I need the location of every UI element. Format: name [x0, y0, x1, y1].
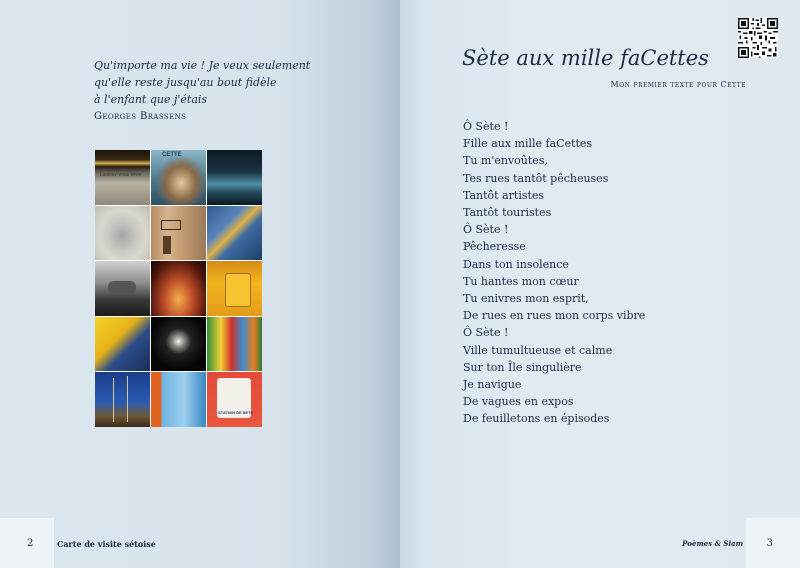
photo-mural-blue: [207, 206, 262, 261]
page-number-box: [746, 518, 800, 568]
photo-label: STATION DE SETE: [218, 410, 254, 416]
photo-yellow-mailbox: [207, 261, 262, 316]
poem-line: De feuilletons en épisodes: [463, 412, 610, 426]
right-footer: [400, 518, 800, 568]
epigraph-line: à l'enfant que j'étais: [94, 93, 208, 106]
photo-facade-balcony: [151, 206, 206, 261]
poem-line: Je navigue: [463, 378, 522, 392]
poem-line: Tu m'envoûtes,: [463, 154, 548, 168]
mast-shape: [127, 376, 128, 422]
page-number: 3: [766, 538, 773, 549]
poem-line: Pêcheresse: [463, 240, 526, 254]
poem-line: Dans ton insolence: [463, 257, 569, 271]
epigraph: [94, 57, 314, 122]
poem-line: De vagues en expos: [463, 395, 574, 409]
photo-label: Laissez-vous rêver: [100, 172, 142, 178]
mailbox-shape: [225, 273, 251, 307]
poem-line: Ô Sète !: [463, 326, 509, 340]
epigraph-author: Georges Brassens: [94, 111, 187, 122]
page-number: 2: [27, 538, 34, 549]
photo-portrait-bw: [95, 261, 150, 316]
epigraph-line: Qu'importe ma vie ! Je veux seulement: [94, 59, 311, 72]
photo-boats-canal: [207, 150, 262, 205]
poem-line: De rues en rues mon corps vibre: [463, 309, 646, 323]
poem-line: Tu hantes mon cœur: [463, 274, 579, 288]
epigraph-line: qu'elle reste jusqu'au bout fidèle: [94, 76, 277, 89]
photo-yellow-art: [95, 317, 150, 372]
poem-title: Sète aux mille faCettes: [462, 46, 709, 70]
poem-body: [463, 118, 763, 428]
window-shape: [163, 236, 171, 254]
poem-line: Ville tumultueuse et calme: [463, 343, 613, 357]
photo-tall-ship: [95, 372, 150, 427]
poem-line: Ô Sète !: [463, 223, 509, 237]
poem-line: Ô Sète !: [463, 120, 509, 133]
photo-sign-rever: [95, 150, 150, 205]
figures-shape: [108, 281, 136, 295]
photo-station-de-sete: [207, 372, 262, 427]
poem-line: Tantôt touristes: [463, 206, 552, 220]
poem-subtitle: Mon premier texte pour Cette: [610, 80, 746, 89]
photo-fish-school: [95, 206, 150, 261]
right-page: [400, 0, 800, 568]
running-title: Carte de visite sétoise: [57, 539, 156, 549]
poem-line: Sur ton Île singulière: [463, 360, 582, 374]
photo-cette-poster: [151, 150, 206, 205]
left-footer: [0, 518, 400, 568]
balcony-shape: [161, 220, 181, 230]
running-title: Poèmes & Slam: [682, 539, 743, 548]
poem-line: Tu enivres mon esprit,: [463, 292, 589, 306]
poem-line: Tantôt artistes: [463, 188, 545, 202]
qr-code-icon[interactable]: [738, 18, 778, 58]
photo-dark-arch: [151, 317, 206, 372]
mast-shape: [113, 378, 114, 422]
poem-line: Fille aux mille faCettes: [463, 137, 593, 151]
photo-label: CETTE: [162, 152, 182, 158]
photo-mosaic: [95, 150, 262, 427]
poem-line: Tes rues tantôt pêcheuses: [463, 171, 609, 185]
photo-colorful-doors: [207, 317, 262, 372]
photo-sea-view: [151, 372, 206, 427]
photo-red-interior: [151, 261, 206, 316]
